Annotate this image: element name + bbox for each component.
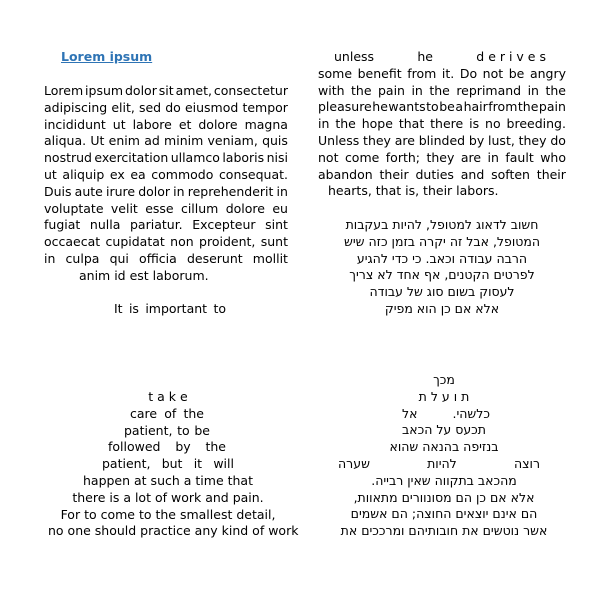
text-line: ת ו ע ל ת [418,388,470,404]
left-bottom-column [48,389,299,540]
word: quis [262,133,288,149]
word: sint [265,217,288,233]
word: they [426,149,455,165]
text-line: בנזיפה בהנאה שהוא [389,439,499,455]
word: eiusmod [184,99,239,115]
left-top-column [44,83,288,318]
word: in [318,116,330,132]
word: who [540,149,566,165]
word: רוצה [513,455,540,471]
word: exercitation [94,150,169,166]
word: minim [164,133,204,149]
word: dolor [125,83,157,98]
word: Do [459,65,478,81]
word: in [44,250,56,266]
word: irure [105,183,136,199]
word: amet, [175,83,212,98]
text-line [48,406,288,423]
word: magna [244,116,288,132]
word: elit, [111,99,135,115]
word: it [193,456,203,472]
word: wants [388,99,426,115]
word: כלשהי. [452,405,490,421]
text-line [318,133,566,150]
word: in [487,149,499,165]
word: will [213,456,234,472]
word: the [517,99,539,115]
word: is [128,301,139,317]
word: they [363,132,391,148]
word: adipiscing [44,99,108,115]
word: soften [491,166,530,182]
text-line: anim id est laborum. [79,267,209,283]
word: to [213,301,226,317]
text-line: no one should practice any kind of work [48,523,299,539]
text-line [318,167,566,184]
word: and [460,166,485,182]
text-line: אלא אם כן הוא מפיק [384,300,500,316]
word: Duis [44,183,72,199]
text-line [48,456,288,473]
word: the [429,82,450,98]
word: in [173,183,185,199]
word: voluptate [44,200,104,216]
word: Ut [90,133,105,149]
word: unless [334,49,375,64]
text-line [48,439,288,456]
text-line: תכעס על הכאב [402,422,486,438]
word: reprimand [456,82,522,98]
word: patient, [102,456,151,472]
text-line: אשר נוטשים את חובותיהם ומרככים את [340,523,548,539]
text-line [44,150,288,167]
word: abandon [318,166,373,182]
word: enim [108,133,140,149]
word: duties [415,166,454,182]
text-line: For to come to the smallest detail, [60,506,276,522]
text-line: לעסוק בשום סוג של עבודה [369,284,515,300]
word: incididunt [44,116,106,132]
word: esse [145,200,174,216]
text-line [44,234,288,251]
word: שערה [338,455,370,471]
word: pleasure [318,99,372,115]
word: non [170,234,194,250]
text-line: המטופל, אבל זה יקרה בזמן כזה שיש [343,233,541,249]
word: followed [108,439,161,455]
word: d e r i v e s [476,49,546,64]
word: come [344,149,380,165]
hebrew-paragraph [318,217,566,318]
word: consequat. [218,166,288,182]
word: by [175,439,191,455]
word: care [130,405,158,421]
word: the [545,82,566,98]
word: not [318,149,339,165]
word: aliquip [62,166,105,182]
text-line: אלא אם כן הם מסונוורים מתאוות, [353,489,535,505]
word: some [318,65,353,81]
word: pariatur. [130,217,183,233]
word: angry [529,65,566,81]
word: their [379,166,409,182]
word: consectetur [213,83,288,98]
text-line: הרבה עבודה וכאב. כי כדי להגיע [356,250,528,266]
word: velit [110,200,138,216]
word: nostrud [44,150,92,166]
word: laboris [222,150,265,166]
text-line [318,83,566,100]
word: ea [130,166,146,182]
word: benefit [357,65,402,81]
text-line: מכך [433,372,455,387]
heading-link[interactable]: Lorem ipsum [61,49,153,64]
word: cillum [180,200,219,216]
text-line [322,406,566,423]
word: is [469,116,480,132]
word: dolor [138,183,171,199]
word: he [417,49,433,64]
text-line: t a k e [148,389,188,404]
word: pain [538,99,566,115]
text-line: הם אינם יוצאים החוצה; הם אשמים [350,506,538,522]
text-line [44,301,288,318]
word: to [177,422,190,438]
text-line [318,66,566,83]
word: in [411,82,423,98]
word: be [194,422,210,438]
word: labore [132,116,172,132]
word: blinded [418,132,466,148]
word: of [164,405,177,421]
word: from [407,65,437,81]
word: lust, [488,132,515,148]
word: that [398,116,425,132]
text-line: hearts, that is, their labors. [328,183,499,199]
text-line [44,184,288,201]
right-bottom-column [322,372,566,540]
word: sunt [260,234,288,250]
word: nisi [266,150,288,166]
word: sit [158,83,174,98]
word: Unless [318,132,360,148]
word: forth; [385,149,421,165]
word: the [351,82,372,98]
word: אל [402,405,418,421]
text-line [318,116,566,133]
word: their [536,166,566,182]
word: reprehenderit [187,183,274,199]
word: no [485,116,501,132]
word: ut [44,166,57,182]
word: qui [109,250,129,266]
word: Excepteur [192,217,256,233]
text-line [44,83,288,100]
word: ex [109,166,125,182]
word: breeding. [506,116,566,132]
word: hair [463,99,488,115]
text-line [44,117,288,134]
word: Lorem [44,83,84,98]
word: not [482,65,504,81]
word: mollit [252,250,288,266]
text-line [44,133,288,150]
word: להיות [427,455,457,471]
word: dolore [225,200,265,216]
word: fault [505,149,534,165]
word: with [318,82,345,98]
word: the [205,439,226,455]
text-line [318,49,566,66]
word: dolore [198,116,238,132]
word: hope [361,116,393,132]
word: tempor [242,99,288,115]
text-line [322,456,566,473]
text-line [48,423,288,440]
word: ullamco [170,150,220,166]
text-line [44,251,288,268]
word: there [430,116,464,132]
word: aliqua. [44,133,87,149]
text-line [318,99,566,116]
word: fugiat [44,217,81,233]
text-line: לפרטים הקטנים, אף אחד לא צריך [349,267,535,283]
word: from [488,99,518,115]
word: ut [112,116,126,132]
word: cupidatat [105,234,165,250]
text-line [44,201,288,218]
word: It [114,301,123,317]
word: in [276,183,288,199]
word: it. [441,65,455,81]
word: be [508,65,525,81]
word: they [518,132,547,148]
word: culpa [65,250,100,266]
word: a [455,99,464,115]
text-line [318,150,566,167]
word: patient, [124,422,173,438]
word: commodo [151,166,214,182]
word: are [460,149,482,165]
text-line [44,217,288,234]
right-top-column [318,49,566,318]
word: in [527,82,539,98]
text-line: מהכאב בתקווה שאין רבייה. [371,472,517,488]
word: deserunt [186,250,243,266]
word: by [468,132,485,148]
word: proident, [199,234,256,250]
word: et [178,116,192,132]
word: nulla [89,217,121,233]
word: pain [377,82,405,98]
text-line [44,167,288,184]
word: eu [272,200,288,216]
text-line: חשוב לדאוג למטופל, להיות בעקבות [345,216,539,232]
word: sed [138,99,162,115]
text-line: happen at such a time that [82,472,253,488]
word: to [426,99,439,115]
word: but [161,456,183,472]
word: veniam, [207,133,258,149]
word: do [550,132,566,148]
text-line [44,100,288,117]
word: he [372,99,388,115]
word: ad [144,133,160,149]
word: officia [139,250,177,266]
word: the [335,116,356,132]
word: important [145,301,208,317]
word: occaecat [44,234,101,250]
word: are [394,132,415,148]
word: be [439,99,455,115]
word: do [165,99,181,115]
word: ipsum [85,83,124,98]
word: aute [74,183,103,199]
text-line: there is a lot of work and pain. [72,489,264,505]
word: the [183,405,204,421]
